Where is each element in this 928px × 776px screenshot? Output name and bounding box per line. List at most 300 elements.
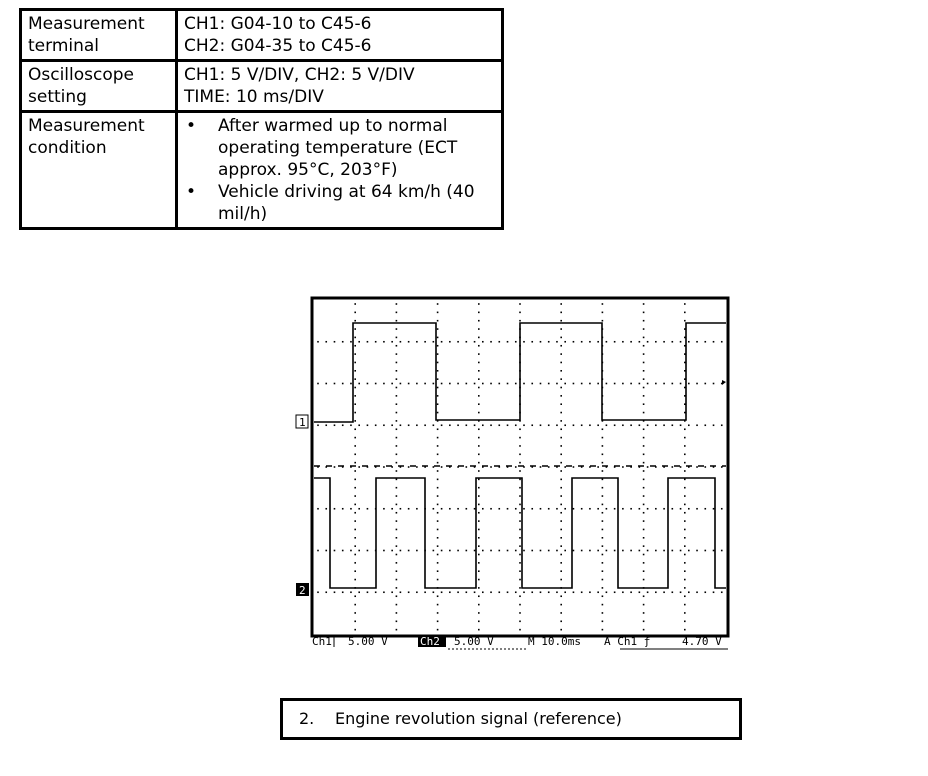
grid-dot bbox=[354, 437, 356, 439]
grid-dot bbox=[560, 529, 562, 531]
grid-dot bbox=[523, 424, 525, 426]
label-line-2: terminal bbox=[28, 36, 100, 56]
grid-dot bbox=[630, 591, 632, 593]
grid-dot bbox=[560, 562, 562, 564]
grid-dot bbox=[643, 462, 645, 464]
grid-dot bbox=[478, 470, 480, 472]
grid-dot bbox=[643, 545, 645, 547]
grid-dot bbox=[643, 621, 645, 623]
grid-dot bbox=[482, 424, 484, 426]
grid-dot bbox=[540, 550, 542, 552]
grid-dot bbox=[358, 550, 360, 552]
grid-dot bbox=[325, 591, 327, 593]
grid-dot bbox=[383, 591, 385, 593]
grid-dot bbox=[560, 395, 562, 397]
grid-dot bbox=[437, 387, 439, 389]
grid-dot bbox=[643, 612, 645, 614]
grid-dot bbox=[342, 424, 344, 426]
grid-dot bbox=[478, 345, 480, 347]
grid-dot bbox=[630, 424, 632, 426]
grid-dot bbox=[437, 537, 439, 539]
grid-dot bbox=[581, 424, 583, 426]
condition-list bbox=[184, 115, 495, 225]
grid-dot bbox=[597, 466, 599, 468]
grid-dot bbox=[721, 424, 723, 426]
grid-dot bbox=[391, 383, 393, 385]
grid-dot bbox=[478, 537, 480, 539]
condition-text: Vehicle driving at 64 km/h (40 mil/h) bbox=[218, 182, 475, 224]
grid-dot bbox=[478, 529, 480, 531]
grid-dot bbox=[713, 424, 715, 426]
grid-dot bbox=[396, 629, 398, 631]
grid-dot bbox=[602, 487, 604, 489]
grid-dot bbox=[383, 508, 385, 510]
grid-dot bbox=[449, 591, 451, 593]
grid-dot bbox=[396, 320, 398, 322]
grid-dot bbox=[684, 562, 686, 564]
grid-dot bbox=[358, 424, 360, 426]
grid-dot bbox=[354, 545, 356, 547]
grid-dot bbox=[354, 454, 356, 456]
grid-dot bbox=[478, 378, 480, 380]
grid-dot bbox=[696, 341, 698, 343]
grid-dot bbox=[704, 424, 706, 426]
grid-dot bbox=[606, 383, 608, 385]
grid-dot bbox=[437, 303, 439, 305]
grid-dot bbox=[560, 629, 562, 631]
grid-dot bbox=[354, 612, 356, 614]
ch1-terminal-text: CH1: G04-10 to C45-6 bbox=[184, 14, 372, 34]
grid-dot bbox=[560, 579, 562, 581]
grid-dot bbox=[408, 550, 410, 552]
grid-dot bbox=[721, 341, 723, 343]
grid-dot bbox=[643, 395, 645, 397]
grid-dot bbox=[354, 395, 356, 397]
grid-dot bbox=[457, 508, 459, 510]
grid-dot bbox=[519, 437, 521, 439]
grid-dot bbox=[696, 591, 698, 593]
grid-dot bbox=[704, 591, 706, 593]
grid-dot bbox=[655, 383, 657, 385]
grid-dot bbox=[680, 508, 682, 510]
grid-dot bbox=[602, 312, 604, 314]
grid-dot bbox=[519, 537, 521, 539]
grid-dot bbox=[560, 621, 562, 623]
grid-dot bbox=[367, 508, 369, 510]
time-div-text: TIME: 10 ms/DIV bbox=[184, 87, 324, 107]
grid-dot bbox=[519, 495, 521, 497]
grid-dot bbox=[437, 470, 439, 472]
grid-dot bbox=[597, 341, 599, 343]
grid-dot bbox=[482, 341, 484, 343]
grid-dot bbox=[643, 604, 645, 606]
grid-dot bbox=[354, 387, 356, 389]
grid-dot bbox=[433, 341, 435, 343]
grid-dot bbox=[498, 591, 500, 593]
caption-number: 2. bbox=[299, 709, 315, 728]
grid-dot bbox=[433, 424, 435, 426]
condition-text: After warmed up to normal operating temperature (ECT approx. 95°C, 203°F) bbox=[218, 116, 458, 180]
grid-dot bbox=[383, 424, 385, 426]
grid-dot bbox=[643, 320, 645, 322]
grid-dot bbox=[721, 591, 723, 593]
grid-dot bbox=[560, 387, 562, 389]
grid-dot bbox=[606, 550, 608, 552]
grid-dot bbox=[437, 445, 439, 447]
grid-dot bbox=[643, 579, 645, 581]
grid-dot bbox=[540, 466, 542, 468]
grid-dot bbox=[597, 550, 599, 552]
row-label-measurement-condition bbox=[21, 112, 177, 229]
grid-dot bbox=[606, 341, 608, 343]
grid-dot bbox=[672, 383, 674, 385]
grid-dot bbox=[684, 312, 686, 314]
grid-dot bbox=[573, 508, 575, 510]
grid-dot bbox=[531, 383, 533, 385]
grid-dot bbox=[416, 341, 418, 343]
grid-dot bbox=[354, 537, 356, 539]
grid-dot bbox=[602, 520, 604, 522]
grid-dot bbox=[466, 341, 468, 343]
grid-dot bbox=[614, 550, 616, 552]
grid-dot bbox=[437, 353, 439, 355]
grid-dot bbox=[519, 504, 521, 506]
grid-dot bbox=[482, 508, 484, 510]
grid-dot bbox=[350, 424, 352, 426]
grid-dot bbox=[478, 395, 480, 397]
grid-dot bbox=[573, 466, 575, 468]
grid-dot bbox=[560, 337, 562, 339]
grid-dot bbox=[416, 508, 418, 510]
grid-dot bbox=[684, 445, 686, 447]
grid-dot bbox=[622, 383, 624, 385]
grid-dot bbox=[684, 320, 686, 322]
grid-dot bbox=[560, 479, 562, 481]
grid-dot bbox=[433, 508, 435, 510]
grid-dot bbox=[437, 595, 439, 597]
grid-dot bbox=[408, 341, 410, 343]
grid-dot bbox=[478, 612, 480, 614]
grid-dot bbox=[680, 550, 682, 552]
grid-dot bbox=[643, 504, 645, 506]
grid-dot bbox=[573, 550, 575, 552]
grid-dot bbox=[672, 341, 674, 343]
grid-dot bbox=[367, 383, 369, 385]
grid-dot bbox=[400, 383, 402, 385]
grid-dot bbox=[704, 341, 706, 343]
grid-dot bbox=[655, 341, 657, 343]
grid-dot bbox=[334, 508, 336, 510]
table-row bbox=[21, 61, 503, 112]
grid-dot bbox=[383, 341, 385, 343]
grid-dot bbox=[383, 383, 385, 385]
grid-dot bbox=[437, 370, 439, 372]
grid-dot bbox=[325, 508, 327, 510]
label-line-2: setting bbox=[28, 87, 87, 107]
grid-dot bbox=[643, 487, 645, 489]
grid-dot bbox=[416, 591, 418, 593]
grid-dot bbox=[350, 591, 352, 593]
grid-dot bbox=[684, 454, 686, 456]
grid-dot bbox=[342, 383, 344, 385]
grid-dot bbox=[643, 495, 645, 497]
grid-dot bbox=[639, 341, 641, 343]
list-item bbox=[184, 181, 495, 225]
grid-dot bbox=[437, 328, 439, 330]
grid-dot bbox=[354, 520, 356, 522]
grid-dot bbox=[540, 383, 542, 385]
grid-dot bbox=[519, 621, 521, 623]
bullet-icon: • bbox=[186, 182, 197, 202]
grid-dot bbox=[441, 550, 443, 552]
grid-dot bbox=[519, 604, 521, 606]
grid-dot bbox=[457, 591, 459, 593]
grid-dot bbox=[606, 591, 608, 593]
grid-dot bbox=[354, 345, 356, 347]
grid-dot bbox=[396, 470, 398, 472]
grid-dot bbox=[672, 466, 674, 468]
grid-dot bbox=[589, 591, 591, 593]
grid-dot bbox=[441, 466, 443, 468]
grid-dot bbox=[437, 320, 439, 322]
grid-dot bbox=[354, 428, 356, 430]
grid-dot bbox=[478, 454, 480, 456]
grid-dot bbox=[358, 591, 360, 593]
ch1-scale-value: 5.00 V bbox=[348, 635, 388, 648]
grid-dot bbox=[396, 337, 398, 339]
grid-dot bbox=[643, 570, 645, 572]
grid-dot bbox=[560, 612, 562, 614]
grid-dot bbox=[655, 591, 657, 593]
grid-dot bbox=[396, 445, 398, 447]
grid-dot bbox=[655, 550, 657, 552]
grid-dot bbox=[437, 454, 439, 456]
grid-dot bbox=[478, 312, 480, 314]
grid-dot bbox=[663, 383, 665, 385]
grid-dot bbox=[482, 550, 484, 552]
grid-dot bbox=[560, 345, 562, 347]
grid-dot bbox=[560, 437, 562, 439]
grid-dot bbox=[317, 508, 319, 510]
grid-dot bbox=[358, 383, 360, 385]
grid-dot bbox=[334, 466, 336, 468]
grid-dot bbox=[354, 487, 356, 489]
grid-dot bbox=[354, 320, 356, 322]
grid-dot bbox=[639, 508, 641, 510]
grid-dot bbox=[354, 504, 356, 506]
grid-dot bbox=[560, 545, 562, 547]
grid-dot bbox=[400, 508, 402, 510]
grid-dot bbox=[391, 424, 393, 426]
grid-dot bbox=[466, 508, 468, 510]
grid-dot bbox=[478, 504, 480, 506]
grid-dot bbox=[560, 554, 562, 556]
grid-dot bbox=[437, 495, 439, 497]
grid-dot bbox=[519, 629, 521, 631]
grid-dot bbox=[602, 537, 604, 539]
grid-dot bbox=[396, 537, 398, 539]
grid-dot bbox=[354, 621, 356, 623]
grid-dot bbox=[354, 378, 356, 380]
grid-dot bbox=[560, 454, 562, 456]
grid-dot bbox=[560, 420, 562, 422]
grid-dot bbox=[433, 383, 435, 385]
grid-dot bbox=[560, 462, 562, 464]
volt-div-text: CH1: 5 V/DIV, CH2: 5 V/DIV bbox=[184, 65, 415, 85]
grid-dot bbox=[713, 341, 715, 343]
grid-dot bbox=[375, 591, 377, 593]
grid-dot bbox=[556, 383, 558, 385]
grid-dot bbox=[684, 604, 686, 606]
grid-dot bbox=[466, 550, 468, 552]
grid-dot bbox=[478, 595, 480, 597]
grid-dot bbox=[478, 370, 480, 372]
grid-dot bbox=[602, 495, 604, 497]
grid-dot bbox=[367, 341, 369, 343]
grid-dot bbox=[560, 428, 562, 430]
grid-dot bbox=[478, 604, 480, 606]
grid-dot bbox=[490, 508, 492, 510]
grid-dot bbox=[367, 591, 369, 593]
grid-dot bbox=[437, 504, 439, 506]
grid-dot bbox=[602, 629, 604, 631]
grid-dot bbox=[602, 462, 604, 464]
grid-dot bbox=[449, 383, 451, 385]
grid-dot bbox=[519, 579, 521, 581]
grid-dot bbox=[597, 424, 599, 426]
grid-dot bbox=[474, 591, 476, 593]
grid-dot bbox=[437, 337, 439, 339]
grid-dot bbox=[354, 470, 356, 472]
grid-dot bbox=[437, 403, 439, 405]
caption-text: Engine revolution signal (reference) bbox=[335, 709, 622, 728]
grid-dot bbox=[478, 495, 480, 497]
grid-dot bbox=[474, 424, 476, 426]
grid-dot bbox=[560, 595, 562, 597]
grid-dot bbox=[684, 437, 686, 439]
grid-dot bbox=[688, 424, 690, 426]
grid-dot bbox=[643, 595, 645, 597]
grid-dot bbox=[507, 591, 509, 593]
grid-dot bbox=[519, 554, 521, 556]
grid-dot bbox=[478, 428, 480, 430]
grid-dot bbox=[354, 328, 356, 330]
grid-dot bbox=[713, 591, 715, 593]
grid-dot bbox=[560, 604, 562, 606]
grid-dot bbox=[354, 412, 356, 414]
grid-dot bbox=[643, 470, 645, 472]
grid-dot bbox=[354, 562, 356, 564]
grid-dot bbox=[614, 383, 616, 385]
grid-dot bbox=[354, 579, 356, 581]
grid-dot bbox=[396, 612, 398, 614]
grid-dot bbox=[688, 591, 690, 593]
grid-dot bbox=[643, 629, 645, 631]
grid-dot bbox=[466, 466, 468, 468]
grid-dot bbox=[515, 383, 517, 385]
grid-dot bbox=[540, 508, 542, 510]
grid-dot bbox=[437, 428, 439, 430]
grid-dot bbox=[556, 591, 558, 593]
grid-dot bbox=[342, 591, 344, 593]
grid-dot bbox=[437, 487, 439, 489]
grid-dot bbox=[354, 337, 356, 339]
grid-dot bbox=[474, 383, 476, 385]
grid-dot bbox=[317, 550, 319, 552]
grid-dot bbox=[396, 387, 398, 389]
grid-dot bbox=[523, 341, 525, 343]
grid-dot bbox=[358, 341, 360, 343]
grid-dot bbox=[383, 466, 385, 468]
grid-dot bbox=[437, 479, 439, 481]
grid-dot bbox=[643, 520, 645, 522]
grid-dot bbox=[684, 579, 686, 581]
grid-dot bbox=[602, 587, 604, 589]
grid-dot bbox=[354, 495, 356, 497]
ch1-marker-label: 1 bbox=[299, 416, 306, 429]
grid-dot bbox=[478, 403, 480, 405]
grid-dot bbox=[424, 424, 426, 426]
grid-dot bbox=[655, 424, 657, 426]
grid-dot bbox=[441, 341, 443, 343]
grid-dot bbox=[478, 512, 480, 514]
grid-dot bbox=[449, 508, 451, 510]
grid-dot bbox=[663, 591, 665, 593]
grid-dot bbox=[457, 383, 459, 385]
grid-dot bbox=[721, 508, 723, 510]
grid-dot bbox=[622, 341, 624, 343]
grid-dot bbox=[519, 454, 521, 456]
grid-dot bbox=[684, 554, 686, 556]
grid-dot bbox=[589, 550, 591, 552]
grid-dot bbox=[396, 562, 398, 564]
grid-dot bbox=[647, 424, 649, 426]
grid-dot bbox=[396, 604, 398, 606]
grid-dot bbox=[548, 424, 550, 426]
bullet-icon: • bbox=[186, 116, 197, 136]
grid-dot bbox=[354, 479, 356, 481]
grid-dot bbox=[713, 508, 715, 510]
grid-dot bbox=[564, 550, 566, 552]
row-label-oscilloscope-setting bbox=[21, 61, 177, 112]
grid-dot bbox=[354, 529, 356, 531]
grid-dot bbox=[684, 462, 686, 464]
grid-dot bbox=[519, 320, 521, 322]
grid-dot bbox=[396, 587, 398, 589]
grid-dot bbox=[519, 595, 521, 597]
grid-dot bbox=[437, 545, 439, 547]
grid-dot bbox=[589, 424, 591, 426]
grid-dot bbox=[437, 579, 439, 581]
grid-dot bbox=[704, 508, 706, 510]
grid-dot bbox=[396, 512, 398, 514]
grid-dot bbox=[622, 508, 624, 510]
grid-dot bbox=[478, 554, 480, 556]
grid-dot bbox=[556, 424, 558, 426]
grid-dot bbox=[622, 591, 624, 593]
grid-dot bbox=[424, 341, 426, 343]
grid-dot bbox=[396, 504, 398, 506]
grid-dot bbox=[396, 395, 398, 397]
grid-dot bbox=[643, 428, 645, 430]
grid-dot bbox=[396, 362, 398, 364]
grid-dot bbox=[474, 508, 476, 510]
grid-dot bbox=[564, 466, 566, 468]
grid-dot bbox=[396, 345, 398, 347]
grid-dot bbox=[490, 591, 492, 593]
grid-dot bbox=[354, 512, 356, 514]
grid-dot bbox=[449, 550, 451, 552]
